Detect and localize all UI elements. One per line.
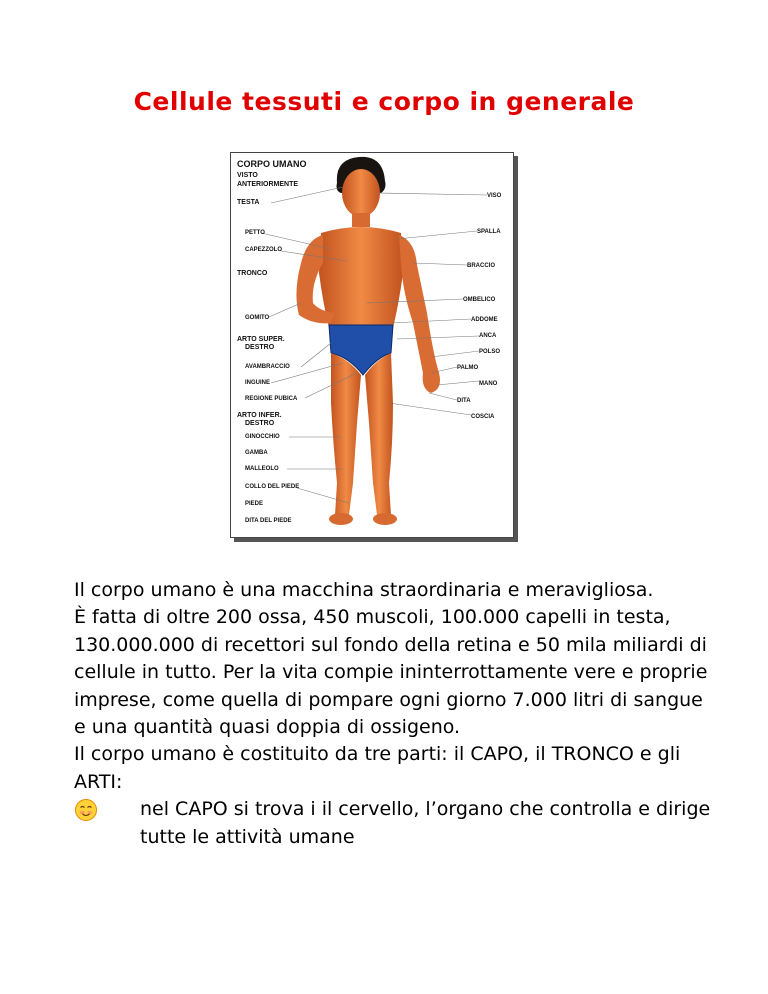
smiley-icon: [74, 796, 140, 830]
head: [342, 169, 380, 217]
label-avambraccio: AVAMBRACCIO: [245, 364, 290, 370]
label-regione-pubica: REGIONE PUBICA: [245, 396, 298, 402]
diagram-heading-3: ANTERIORMENTE: [237, 181, 299, 188]
label-spalla: SPALLA: [477, 229, 501, 235]
paragraph-intro: Il corpo umano è una macchina straordinaria e meravigliosa.: [74, 579, 654, 601]
label-dita: DITA: [457, 398, 471, 404]
diagram-heading-2: VISTO: [237, 172, 258, 179]
label-dita-del-piede: DITA DEL PIEDE: [245, 518, 292, 524]
body-text: [74, 577, 714, 851]
label-capezzolo: CAPEZZOLO: [245, 247, 282, 253]
left-arm: [399, 235, 440, 393]
neck: [352, 213, 370, 227]
bullet-text-capo: nel CAPO si trova i il cervello, l’organo che controlla e dirige tutte le attività umane: [140, 798, 711, 848]
label-collo-del-piede: COLLO DEL PIEDE: [245, 484, 300, 490]
label-coscia: COSCIA: [471, 414, 495, 420]
label-petto: PETTO: [245, 230, 265, 236]
label-tronco: TRONCO: [237, 270, 268, 277]
label-arto-infer-destro: DESTRO: [245, 420, 275, 427]
label-malleolo: MALLEOLO: [245, 466, 279, 472]
label-piede: PIEDE: [245, 501, 264, 507]
label-palmo: PALMO: [457, 365, 479, 371]
label-viso: VISO: [487, 193, 502, 199]
label-ginocchio: GINOCCHIO: [245, 434, 280, 440]
diagram-heading-1: CORPO UMANO: [237, 159, 307, 169]
body-illustration: [231, 153, 513, 537]
label-addome: ADDOME: [471, 317, 498, 323]
label-arto-super: ARTO SUPER.: [237, 336, 285, 343]
label-mano: MANO: [479, 381, 498, 387]
label-gamba: GAMBA: [245, 450, 268, 456]
paragraph-facts: È fatta di oltre 200 ossa, 450 muscoli, 100.000 capelli in testa, 130.000.000 di recettori sul fondo della retina e 50 mila miliardi di cellule in tutto. Per la vita compie ininterrottamente vere e proprie imprese, come quella di pompare ogni giorno 7.000 litri di sangue e una quantità quasi doppia di ossigeno.: [74, 606, 708, 739]
left-foot: [373, 513, 397, 525]
label-arto-super-destro: DESTRO: [245, 344, 275, 351]
label-anca: ANCA: [479, 333, 497, 339]
label-arto-infer: ARTO INFER.: [237, 412, 282, 419]
right-leg: [331, 353, 361, 515]
label-ombelico: OMBELICO: [463, 297, 496, 303]
label-braccio: BRACCIO: [467, 263, 495, 269]
left-leg: [365, 353, 393, 515]
human-body-diagram: [230, 152, 514, 538]
right-foot: [329, 513, 353, 525]
paragraph-parts: Il corpo umano è costituito da tre parti: il CAPO, il TRONCO e gli ARTI:: [74, 743, 681, 793]
bullet-capo: [74, 796, 714, 851]
label-testa: TESTA: [237, 199, 260, 206]
label-gomito: GOMITO: [245, 315, 270, 321]
page-title: Cellule tessuti e corpo in generale: [133, 87, 635, 116]
label-inguine: INGUINE: [245, 380, 271, 386]
label-polso: POLSO: [479, 349, 501, 355]
